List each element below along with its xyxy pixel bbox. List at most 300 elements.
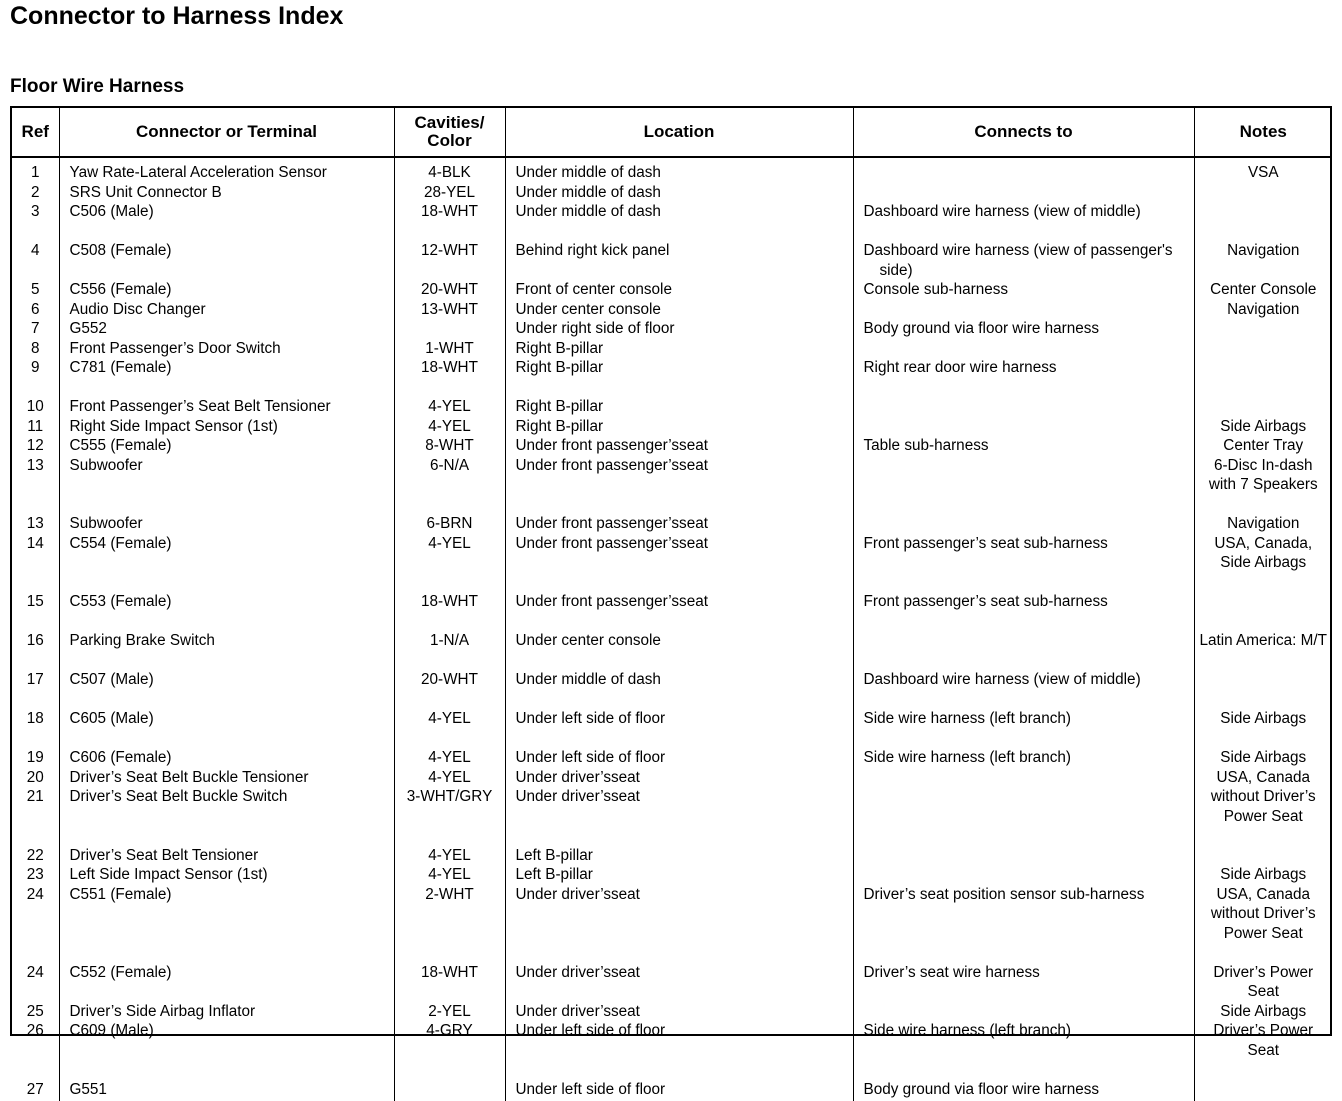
cavities-cell-text: 4-BLK bbox=[428, 164, 471, 181]
connects-to-cell bbox=[853, 358, 1194, 378]
ref-cell bbox=[12, 280, 59, 300]
table-row bbox=[12, 826, 1332, 865]
location-cell-text: Under left side of floor bbox=[515, 1022, 666, 1039]
location-cell bbox=[505, 768, 853, 788]
cavities-cell bbox=[394, 300, 505, 320]
ref-cell-text: 17 bbox=[26, 671, 44, 688]
ref-cell bbox=[12, 417, 59, 437]
connector-cell-text: Driver’s Seat Belt Buckle Tensioner bbox=[69, 768, 309, 786]
location-cell bbox=[505, 1002, 853, 1022]
cavities-cell-text: 18-WHT bbox=[421, 593, 478, 610]
ref-cell bbox=[12, 339, 59, 359]
ref-cell bbox=[12, 573, 59, 612]
location-cell-text: Left B-pillar bbox=[515, 846, 593, 864]
notes-cell-text: Center Tray bbox=[1223, 437, 1304, 454]
location-cell bbox=[505, 495, 853, 534]
notes-cell-text: Navigation bbox=[1227, 300, 1300, 318]
ref-cell bbox=[12, 300, 59, 320]
ref-cell bbox=[12, 943, 59, 1002]
cavities-cell bbox=[394, 417, 505, 437]
cavities-cell-text: 4-YEL bbox=[428, 749, 471, 766]
connects-to-cell-text: Right rear door wire harness bbox=[863, 359, 1057, 376]
cavities-cell bbox=[394, 222, 505, 281]
table-header-row bbox=[12, 108, 1332, 157]
notes-cell-text: Latin America: M/T bbox=[1199, 632, 1327, 649]
cavities-cell-text: 20-WHT bbox=[421, 281, 478, 298]
notes-cell bbox=[1194, 826, 1332, 865]
location-cell-text: Under center console bbox=[515, 300, 661, 318]
cavities-cell-text: 13-WHT bbox=[421, 300, 478, 318]
notes-cell bbox=[1194, 222, 1332, 281]
connector-cell bbox=[59, 436, 394, 456]
connects-to-cell bbox=[853, 202, 1194, 222]
location-cell-text: Under middle of dash bbox=[515, 183, 661, 201]
notes-cell bbox=[1194, 183, 1332, 203]
connector-cell-text: Front Passenger’s Door Switch bbox=[69, 339, 281, 357]
connects-to-cell bbox=[853, 651, 1194, 690]
location-cell bbox=[505, 651, 853, 690]
cavities-cell-text: 4-YEL bbox=[428, 534, 471, 552]
ref-cell bbox=[12, 358, 59, 378]
cavities-cell bbox=[394, 573, 505, 612]
ref-cell bbox=[12, 319, 59, 339]
table-row bbox=[12, 612, 1332, 651]
notes-cell-text: Navigation bbox=[1227, 515, 1300, 532]
location-cell bbox=[505, 417, 853, 437]
table-row bbox=[12, 573, 1332, 612]
table-row bbox=[12, 157, 1332, 183]
ref-cell-text: 13 bbox=[26, 515, 44, 532]
ref-cell bbox=[12, 1021, 59, 1060]
connects-to-cell bbox=[853, 943, 1194, 1002]
connects-to-cell bbox=[853, 573, 1194, 612]
connector-cell-text: G551 bbox=[69, 1080, 107, 1098]
ref-cell bbox=[12, 651, 59, 690]
page-title: Connector to Harness Index bbox=[10, 2, 344, 30]
connector-cell-text: C606 (Female) bbox=[69, 749, 172, 766]
table-row bbox=[12, 417, 1332, 437]
header-cavities-label: Cavities/ Color bbox=[414, 113, 485, 150]
connects-to-cell bbox=[853, 157, 1194, 183]
cavities-cell bbox=[394, 787, 505, 826]
location-cell-text: Under front passenger’sseat bbox=[515, 593, 708, 610]
location-cell bbox=[505, 885, 853, 944]
cavities-cell-text: 1-WHT bbox=[425, 339, 474, 357]
notes-cell-text: Side Airbags bbox=[1220, 1002, 1307, 1020]
ref-cell-text: 2 bbox=[30, 183, 40, 201]
notes-cell-text: USA, Canada without Driver’s Power Seat bbox=[1210, 885, 1316, 942]
connects-to-cell bbox=[853, 690, 1194, 729]
notes-cell bbox=[1194, 1060, 1332, 1099]
notes-cell bbox=[1194, 534, 1332, 573]
connector-cell-text: C507 (Male) bbox=[69, 671, 154, 688]
ref-cell-text: 22 bbox=[26, 846, 44, 864]
connector-cell-text: C554 (Female) bbox=[69, 534, 172, 552]
ref-cell-text: 14 bbox=[26, 534, 44, 552]
location-cell bbox=[505, 729, 853, 768]
location-cell bbox=[505, 787, 853, 826]
ref-cell-text: 15 bbox=[26, 593, 44, 610]
connects-to-cell-text: Side wire harness (left branch) bbox=[863, 710, 1071, 727]
connector-cell-text: Driver’s Seat Belt Tensioner bbox=[69, 846, 259, 864]
location-cell-text: Right B-pillar bbox=[515, 417, 604, 435]
table-row bbox=[12, 319, 1332, 339]
ref-cell-text: 12 bbox=[26, 437, 44, 454]
connector-cell-text: Parking Brake Switch bbox=[69, 632, 215, 649]
location-cell-text: Right B-pillar bbox=[515, 398, 604, 415]
connects-to-cell bbox=[853, 378, 1194, 417]
location-cell-text: Under left side of floor bbox=[515, 1080, 666, 1098]
connector-cell-text: Yaw Rate-Lateral Acceleration Sensor bbox=[69, 164, 327, 181]
ref-cell-text: 4 bbox=[30, 242, 40, 259]
connector-cell bbox=[59, 885, 394, 944]
connector-cell bbox=[59, 358, 394, 378]
notes-cell bbox=[1194, 651, 1332, 690]
cavities-cell bbox=[394, 826, 505, 865]
connector-cell bbox=[59, 865, 394, 885]
header-cavities bbox=[394, 108, 505, 157]
location-cell-text: Under driver’sseat bbox=[515, 788, 640, 805]
header-notes: Notes bbox=[1194, 108, 1332, 157]
notes-cell bbox=[1194, 612, 1332, 651]
cavities-cell-text: 4-YEL bbox=[428, 846, 471, 864]
connects-to-cell bbox=[853, 787, 1194, 826]
connector-cell bbox=[59, 280, 394, 300]
notes-cell-text: Side Airbags bbox=[1220, 866, 1307, 883]
cavities-cell-text: 1-N/A bbox=[429, 632, 470, 649]
notes-cell bbox=[1194, 417, 1332, 437]
ref-cell-text: 16 bbox=[26, 632, 44, 649]
connects-to-cell bbox=[853, 729, 1194, 768]
connects-to-cell bbox=[853, 885, 1194, 944]
cavities-cell bbox=[394, 943, 505, 1002]
notes-cell bbox=[1194, 787, 1332, 826]
ref-cell bbox=[12, 787, 59, 826]
connector-cell-text: C508 (Female) bbox=[69, 242, 172, 259]
connector-cell-text: Front Passenger’s Seat Belt Tensioner bbox=[69, 398, 331, 415]
table-row bbox=[12, 378, 1332, 417]
ref-cell-text: 19 bbox=[26, 749, 44, 766]
connects-to-cell bbox=[853, 417, 1194, 437]
table-row bbox=[12, 339, 1332, 359]
connector-cell bbox=[59, 157, 394, 183]
connector-cell bbox=[59, 1002, 394, 1022]
connector-cell-text: C553 (Female) bbox=[69, 593, 172, 610]
cavities-cell-text: 4-GRY bbox=[426, 1022, 473, 1039]
ref-cell bbox=[12, 865, 59, 885]
connector-cell bbox=[59, 573, 394, 612]
connector-cell-text: C552 (Female) bbox=[69, 963, 172, 981]
location-cell bbox=[505, 612, 853, 651]
table-row bbox=[12, 865, 1332, 885]
location-cell-text: Left B-pillar bbox=[515, 866, 593, 883]
location-cell-text: Under center console bbox=[515, 632, 661, 649]
ref-cell bbox=[12, 885, 59, 944]
location-cell bbox=[505, 826, 853, 865]
location-cell bbox=[505, 436, 853, 456]
connects-to-cell bbox=[853, 456, 1194, 495]
notes-cell-text: without Driver’s Power Seat bbox=[1210, 788, 1316, 825]
ref-cell-text: 7 bbox=[30, 320, 40, 337]
ref-cell bbox=[12, 183, 59, 203]
ref-cell bbox=[12, 1002, 59, 1022]
connects-to-cell-text: Dashboard wire harness (view of middle) bbox=[863, 671, 1141, 688]
notes-cell-text: Driver’s Power Seat bbox=[1213, 1022, 1314, 1059]
connector-cell-text: Subwoofer bbox=[69, 456, 143, 474]
ref-cell-text: 10 bbox=[26, 398, 44, 415]
cavities-cell bbox=[394, 358, 505, 378]
cavities-cell bbox=[394, 339, 505, 359]
connects-to-cell bbox=[853, 1060, 1194, 1099]
ref-cell bbox=[12, 436, 59, 456]
table-row bbox=[12, 690, 1332, 729]
notes-cell-text: USA, Canada bbox=[1216, 768, 1311, 786]
ref-cell-text: 9 bbox=[30, 359, 40, 376]
cavities-cell-text: 28-YEL bbox=[423, 183, 476, 201]
connects-to-cell bbox=[853, 768, 1194, 788]
header-location: Location bbox=[505, 108, 853, 157]
connects-to-cell-text: Table sub-harness bbox=[863, 437, 989, 454]
notes-cell bbox=[1194, 885, 1332, 944]
cavities-cell bbox=[394, 729, 505, 768]
ref-cell bbox=[12, 612, 59, 651]
location-cell-text: Behind right kick panel bbox=[515, 242, 670, 259]
connects-to-cell bbox=[853, 339, 1194, 359]
connector-cell bbox=[59, 339, 394, 359]
cavities-cell bbox=[394, 495, 505, 534]
cavities-cell-text: 8-WHT bbox=[425, 437, 474, 454]
cavities-cell bbox=[394, 1021, 505, 1060]
location-cell-text: Under front passenger’sseat bbox=[515, 437, 708, 454]
cavities-cell bbox=[394, 1002, 505, 1022]
ref-cell-text: 18 bbox=[26, 710, 44, 727]
notes-cell bbox=[1194, 280, 1332, 300]
location-cell-text: Under front passenger’sseat bbox=[515, 515, 708, 532]
connector-cell bbox=[59, 202, 394, 222]
ref-cell bbox=[12, 729, 59, 768]
notes-cell bbox=[1194, 865, 1332, 885]
connects-to-cell-text: Driver’s seat position sensor sub-harness bbox=[863, 885, 1145, 903]
notes-cell bbox=[1194, 690, 1332, 729]
cavities-cell bbox=[394, 280, 505, 300]
table-row bbox=[12, 885, 1332, 944]
header-connector: Connector or Terminal bbox=[59, 108, 394, 157]
location-cell-text: Under driver’sseat bbox=[515, 885, 640, 903]
connects-to-cell bbox=[853, 534, 1194, 573]
connector-cell bbox=[59, 729, 394, 768]
cavities-cell bbox=[394, 378, 505, 417]
ref-cell bbox=[12, 495, 59, 534]
connector-cell-text: Driver’s Side Airbag Inflator bbox=[69, 1002, 256, 1020]
ref-cell bbox=[12, 534, 59, 573]
connector-cell-text: C556 (Female) bbox=[69, 281, 172, 298]
notes-cell bbox=[1194, 729, 1332, 768]
location-cell-text: Under right side of floor bbox=[515, 320, 675, 337]
table-body bbox=[12, 157, 1332, 1101]
table-row bbox=[12, 183, 1332, 203]
cavities-cell-text: 2-YEL bbox=[428, 1002, 471, 1020]
table-row bbox=[12, 358, 1332, 378]
connector-cell-text: C605 (Male) bbox=[69, 710, 154, 727]
cavities-cell bbox=[394, 1060, 505, 1099]
cavities-cell-text: 4-YEL bbox=[428, 710, 471, 727]
table-row bbox=[12, 1021, 1332, 1060]
connector-cell-text: C781 (Female) bbox=[69, 359, 172, 376]
connector-cell bbox=[59, 417, 394, 437]
table-row bbox=[12, 495, 1332, 534]
connector-cell bbox=[59, 300, 394, 320]
connects-to-cell bbox=[853, 495, 1194, 534]
connector-cell-text: C506 (Male) bbox=[69, 203, 154, 220]
location-cell-text: Right B-pillar bbox=[515, 359, 604, 376]
connects-to-cell-text: Side wire harness (left branch) bbox=[863, 1022, 1071, 1039]
connector-cell bbox=[59, 319, 394, 339]
location-cell-text: Under middle of dash bbox=[515, 203, 661, 220]
connector-cell bbox=[59, 826, 394, 865]
location-cell-text: Under middle of dash bbox=[515, 671, 661, 688]
cavities-cell-text: 6-BRN bbox=[426, 515, 473, 532]
notes-cell bbox=[1194, 943, 1332, 1002]
cavities-cell bbox=[394, 690, 505, 729]
location-cell bbox=[505, 157, 853, 183]
table-row bbox=[12, 943, 1332, 1002]
table-row bbox=[12, 300, 1332, 320]
ref-cell-text: 5 bbox=[30, 281, 40, 298]
connector-cell-text: Audio Disc Changer bbox=[69, 300, 206, 318]
location-cell bbox=[505, 690, 853, 729]
location-cell bbox=[505, 300, 853, 320]
cavities-cell-text: 4-YEL bbox=[428, 768, 471, 786]
ref-cell bbox=[12, 222, 59, 281]
ref-cell-text: 23 bbox=[26, 866, 44, 883]
cavities-cell bbox=[394, 436, 505, 456]
location-cell-text: Under middle of dash bbox=[515, 164, 661, 181]
notes-cell-text: Side Airbags bbox=[1220, 710, 1307, 727]
connects-to-cell-text: Driver’s seat wire harness bbox=[863, 963, 1040, 981]
connector-cell bbox=[59, 534, 394, 573]
table-row bbox=[12, 534, 1332, 573]
location-cell bbox=[505, 943, 853, 1002]
table-row bbox=[12, 202, 1332, 222]
connector-cell-text: Left Side Impact Sensor (1st) bbox=[69, 866, 268, 883]
ref-cell bbox=[12, 690, 59, 729]
cavities-cell bbox=[394, 319, 505, 339]
cavities-cell bbox=[394, 651, 505, 690]
connects-to-cell bbox=[853, 280, 1194, 300]
location-cell-text: Under left side of floor bbox=[515, 710, 666, 727]
table-row bbox=[12, 651, 1332, 690]
notes-cell bbox=[1194, 319, 1332, 339]
cavities-cell-text: 4-YEL bbox=[428, 398, 471, 415]
notes-cell bbox=[1194, 1021, 1332, 1060]
connector-cell bbox=[59, 378, 394, 417]
connector-cell bbox=[59, 943, 394, 1002]
connector-cell bbox=[59, 183, 394, 203]
connects-to-cell-text: Front passenger’s seat sub-harness bbox=[863, 593, 1108, 610]
connector-cell bbox=[59, 222, 394, 281]
connector-cell-text: C555 (Female) bbox=[69, 437, 172, 454]
table-row bbox=[12, 729, 1332, 768]
location-cell bbox=[505, 573, 853, 612]
connects-to-cell bbox=[853, 1021, 1194, 1060]
ref-cell-text: 25 bbox=[26, 1002, 44, 1020]
cavities-cell-text: 4-YEL bbox=[428, 866, 471, 883]
ref-cell bbox=[12, 1060, 59, 1099]
connector-cell bbox=[59, 690, 394, 729]
ref-cell-text: 1 bbox=[30, 164, 40, 181]
ref-cell bbox=[12, 202, 59, 222]
connector-cell bbox=[59, 651, 394, 690]
ref-cell-text: 13 bbox=[26, 456, 44, 474]
location-cell-text: Under driver’sseat bbox=[515, 768, 640, 786]
notes-cell bbox=[1194, 573, 1332, 612]
cavities-cell-text: 20-WHT bbox=[421, 671, 478, 688]
harness-index-table bbox=[10, 106, 1332, 1098]
location-cell-text: Under left side of floor bbox=[515, 749, 666, 766]
notes-cell bbox=[1194, 436, 1332, 456]
location-cell bbox=[505, 378, 853, 417]
location-cell bbox=[505, 534, 853, 573]
connects-to-cell bbox=[853, 865, 1194, 885]
cavities-cell-text: 12-WHT bbox=[421, 242, 478, 259]
connects-to-cell bbox=[853, 612, 1194, 651]
notes-cell-text: VSA bbox=[1247, 164, 1279, 181]
header-ref: Ref bbox=[12, 108, 59, 157]
notes-cell bbox=[1194, 1002, 1332, 1022]
ref-cell-text: 26 bbox=[26, 1022, 44, 1039]
location-cell bbox=[505, 222, 853, 281]
cavities-cell bbox=[394, 768, 505, 788]
location-cell-text: Under driver’sseat bbox=[515, 1002, 640, 1020]
notes-cell bbox=[1194, 456, 1332, 495]
ref-cell-text: 6 bbox=[30, 300, 40, 318]
ref-cell-text: 21 bbox=[26, 788, 44, 805]
location-cell-text: Right B-pillar bbox=[515, 339, 604, 357]
notes-cell-text: Center Console bbox=[1210, 281, 1317, 298]
connects-to-cell bbox=[853, 436, 1194, 456]
table-row bbox=[12, 222, 1332, 281]
cavities-cell-text: 6-N/A bbox=[429, 456, 470, 474]
cavities-cell bbox=[394, 183, 505, 203]
location-cell-text: Under front passenger’sseat bbox=[515, 456, 708, 474]
table-row bbox=[12, 436, 1332, 456]
location-cell bbox=[505, 1060, 853, 1099]
location-cell bbox=[505, 456, 853, 495]
ref-cell-text: 24 bbox=[26, 885, 44, 903]
connects-to-cell bbox=[853, 222, 1194, 281]
cavities-cell bbox=[394, 865, 505, 885]
location-cell bbox=[505, 280, 853, 300]
notes-cell-text: Side Airbags bbox=[1220, 417, 1307, 435]
cavities-cell bbox=[394, 534, 505, 573]
ref-cell-text: 11 bbox=[27, 417, 44, 435]
connects-to-cell bbox=[853, 826, 1194, 865]
ref-cell bbox=[12, 456, 59, 495]
table-row bbox=[12, 1060, 1332, 1099]
notes-cell bbox=[1194, 339, 1332, 359]
connects-to-cell bbox=[853, 1002, 1194, 1022]
cavities-cell-text: 2-WHT bbox=[425, 885, 474, 903]
location-cell bbox=[505, 339, 853, 359]
connects-to-cell-text: Side wire harness (left branch) bbox=[863, 749, 1071, 766]
notes-cell-text: Side Airbags bbox=[1220, 749, 1307, 766]
notes-cell-text: Navigation bbox=[1227, 242, 1300, 259]
location-cell-text: Under driver’sseat bbox=[515, 963, 640, 981]
table-row bbox=[12, 768, 1332, 788]
connector-cell bbox=[59, 1060, 394, 1099]
table-row bbox=[12, 280, 1332, 300]
notes-cell-text: Driver’s Power Seat bbox=[1213, 963, 1314, 1000]
